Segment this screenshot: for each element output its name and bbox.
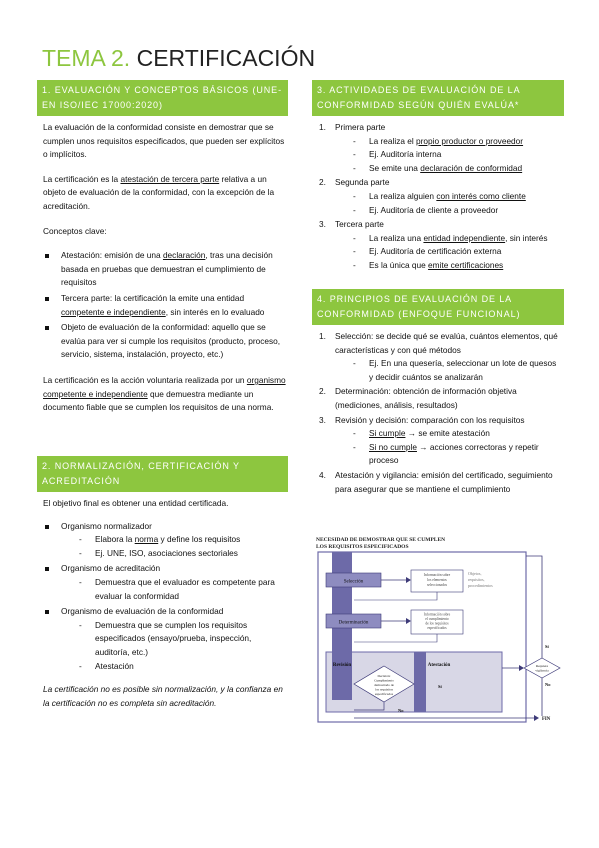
list-item: - Elabora la norma y define los requisitos	[79, 533, 287, 547]
concepts-label: Conceptos clave:	[43, 225, 107, 236]
atestacion-shaft	[414, 652, 426, 712]
list-item: 1. Primera parte - La realiza el propio productor o proveedor - Ej. Auditoría interna - Se emite una declaración de conformidad	[316, 121, 562, 175]
info-determinacion-line: el cumplimiento	[425, 617, 449, 621]
arrow-info-to-flow	[354, 634, 437, 642]
side-note-line: procedimientos	[468, 583, 493, 588]
surveillance-no-label: No	[545, 682, 551, 687]
organisms-list	[43, 520, 287, 674]
list-item: 4. Atestación y vigilancia: emisión del certificado, seguimiento para asegurar que se mantiene el cumplimiento	[319, 469, 553, 494]
info-seleccion-line: Información sobre	[423, 573, 451, 577]
arrowhead-icon	[406, 618, 411, 624]
info-determinacion-line: de los requisitos	[425, 621, 449, 626]
concepts-list	[43, 249, 287, 362]
surveillance-yes-label: Sí	[545, 644, 549, 649]
list-item: Organismo normalizador - Elabora la norma y define los requisitos - Ej. UNE, ISO, asociaciones sectoriales	[43, 520, 287, 561]
conformity-flow-diagram	[314, 526, 564, 726]
list-item: - Ej. Auditoría de cliente a proveedor	[353, 204, 562, 218]
sec2-note: La certificación no es posible sin normalización, y la confianza en la certificación no es completa sin acreditación.	[43, 684, 283, 708]
list-item: 3. Tercera parte - La realiza una entidad independiente, sin interés - Ej. Auditoría de certificación externa - Es la única que emite certificaciones	[316, 218, 562, 272]
list-item: - Ej. Auditoría interna	[353, 148, 562, 162]
yes-label: Sí	[438, 684, 442, 689]
list-item: - La realiza alguien con interés como cliente	[353, 190, 562, 204]
list-item: - Atestación	[79, 660, 287, 674]
section-4-body	[316, 330, 562, 504]
list-item: - Ej. Auditoría de certificación externa	[353, 245, 562, 259]
diagram-heading-2: LOS REQUISITOS ESPECIFICADOS	[316, 544, 409, 550]
info-determinacion-line: Información sobre	[423, 612, 451, 617]
title-name: CERTIFICACIÓN	[136, 45, 316, 71]
arrowhead-icon	[406, 577, 411, 583]
list-item: - La realiza una entidad independiente, sin interés	[353, 232, 562, 246]
seleccion-label: Selección	[343, 579, 364, 585]
info-seleccion-line: los elementos	[427, 578, 447, 582]
list-item: Organismo de acreditación - Demuestra que el evaluador es competente para evaluar la conformidad	[43, 562, 287, 603]
decision-line: demostrado de	[374, 683, 394, 687]
info-determinacion-line: especificados	[427, 626, 447, 630]
fin-label: FIN	[542, 717, 551, 722]
determinacion-label: Determinación	[338, 620, 369, 626]
section-3-header: 3. ACTIVIDADES DE EVALUACIÓN DE LA CONFORMIDAD SEGÚN QUIÉN EVALÚA*	[312, 80, 564, 116]
section-1-header: 1. EVALUACIÓN Y CONCEPTOS BÁSICOS (UNE-EN ISO/IEC 17000:2020)	[37, 80, 288, 116]
list-item: Objeto de evaluación de la conformidad: aquello que se evalúa para ver si cumple los requisitos (producto, proceso, servicio, sistema, instalación, proyecto, etc.)	[43, 321, 287, 362]
decision-line: especificados	[374, 692, 394, 696]
section-3-body	[316, 121, 562, 281]
sec1-paragraph-3: La certificación es la acción voluntaria realizada por un organismo competente e independiente que demuestra mediante un documento fiable que se cumplen los requisitos de una norma.	[43, 374, 286, 413]
sec2-intro: El objetivo final es obtener una entidad certificada.	[43, 498, 229, 508]
principles-list	[316, 330, 562, 496]
sec1-paragraph-1: La evaluación de la conformidad consiste en demostrar que se cumplen unos requisitos especificados, que pueden ser explícitos o implícitos.	[43, 122, 285, 160]
list-item: 1. Selección: se decide qué se evalúa, cuántos elementos, qué características y con qué métodos - Ej. En una quesería, seleccionar un lote de quesos y decidir cuántos se analizarán	[316, 330, 562, 384]
list-item: Tercera parte: la certificación la emite una entidad competente e independiente, sin interés en lo evaluado	[43, 292, 287, 319]
list-item: 2. Segunda parte - La realiza alguien con interés como cliente - Ej. Auditoría de cliente a proveedor	[316, 176, 562, 217]
revision-label: Revisión	[332, 663, 352, 668]
title-number: TEMA 2.	[42, 45, 131, 71]
page-title	[42, 44, 315, 72]
list-item: 3. Revisión y decisión: comparación con los requisitos - Si cumple → se emite atestación - Si no cumple → acciones correctoras y repetir proceso	[316, 414, 562, 468]
list-item: - Ej. En una quesería, seleccionar un lote de quesos y decidir cuántos se analizarán	[353, 357, 562, 384]
decision-line: Decisión:	[377, 674, 391, 678]
section-1-body	[43, 121, 287, 426]
diagram-heading-1: NECESIDAD DE DEMOSTRAR QUE SE CUMPLEN	[316, 537, 446, 543]
section-2-header: 2. NORMALIZACIÓN, CERTIFICACIÓN Y ACREDITACIÓN	[37, 456, 288, 492]
section-2-body	[43, 497, 287, 721]
arrow-surveillance-loop	[526, 556, 542, 658]
atestacion-label: Atestación	[427, 663, 451, 668]
list-item: - Demuestra que se cumplen los requisitos especificados (ensayo/prueba, inspección, auditoría, etc.)	[79, 619, 287, 660]
arrowhead-icon	[519, 665, 524, 671]
list-item: 2. Determinación: obtención de información objetiva (mediciones, análisis, resultados)	[319, 386, 517, 410]
list-item: - Es la única que emite certificaciones	[353, 259, 562, 273]
list-item: - Se emite una declaración de conformidad	[353, 162, 562, 176]
side-note-line: Objetos,	[468, 571, 482, 576]
arrow-info-to-flow	[354, 592, 437, 600]
list-item: Organismo de evaluación de la conformidad - Demuestra que se cumplen los requisitos especificados (ensayo/prueba, inspección, auditoría, etc.) - Atestación	[43, 605, 287, 673]
activities-list	[316, 121, 562, 273]
surveillance-line: Requiere	[535, 664, 549, 668]
info-seleccion-line: seleccionados	[427, 583, 447, 587]
list-item: - La realiza el propio productor o proveedor	[353, 135, 562, 149]
side-note-text	[468, 571, 493, 588]
side-note-line: requisitos,	[468, 577, 485, 582]
list-item: Atestación: emisión de una declaración, tras una decisión basada en pruebas que demuestran el cumplimiento de requisitos	[43, 249, 287, 290]
section-4-header: 4. PRINCIPIOS DE EVALUACIÓN DE LA CONFORMIDAD (ENFOQUE FUNCIONAL)	[312, 289, 564, 325]
list-item: - Si no cumple → acciones correctoras y repetir proceso	[353, 441, 562, 468]
list-item: - Si cumple → se emite atestación	[353, 427, 562, 441]
list-item: - Demuestra que el evaluador es competente para evaluar la conformidad	[79, 576, 287, 603]
decision-line: los requisitos	[375, 687, 393, 692]
decision-line: Cumplimiento	[374, 678, 394, 683]
info-determinacion-text	[424, 613, 451, 631]
list-item: - Ej. UNE, ISO, asociaciones sectoriales	[79, 547, 287, 561]
arrowhead-icon	[534, 715, 539, 721]
info-seleccion-text	[424, 573, 451, 587]
surveillance-line: vigilancia	[535, 668, 549, 673]
no-label: No	[398, 708, 404, 713]
revision-shaft	[332, 652, 352, 700]
sec1-paragraph-2: La certificación es la atestación de tercera parte relativa a un objeto de evaluación de la conformidad, con la excepción de la acreditación.	[43, 173, 275, 211]
